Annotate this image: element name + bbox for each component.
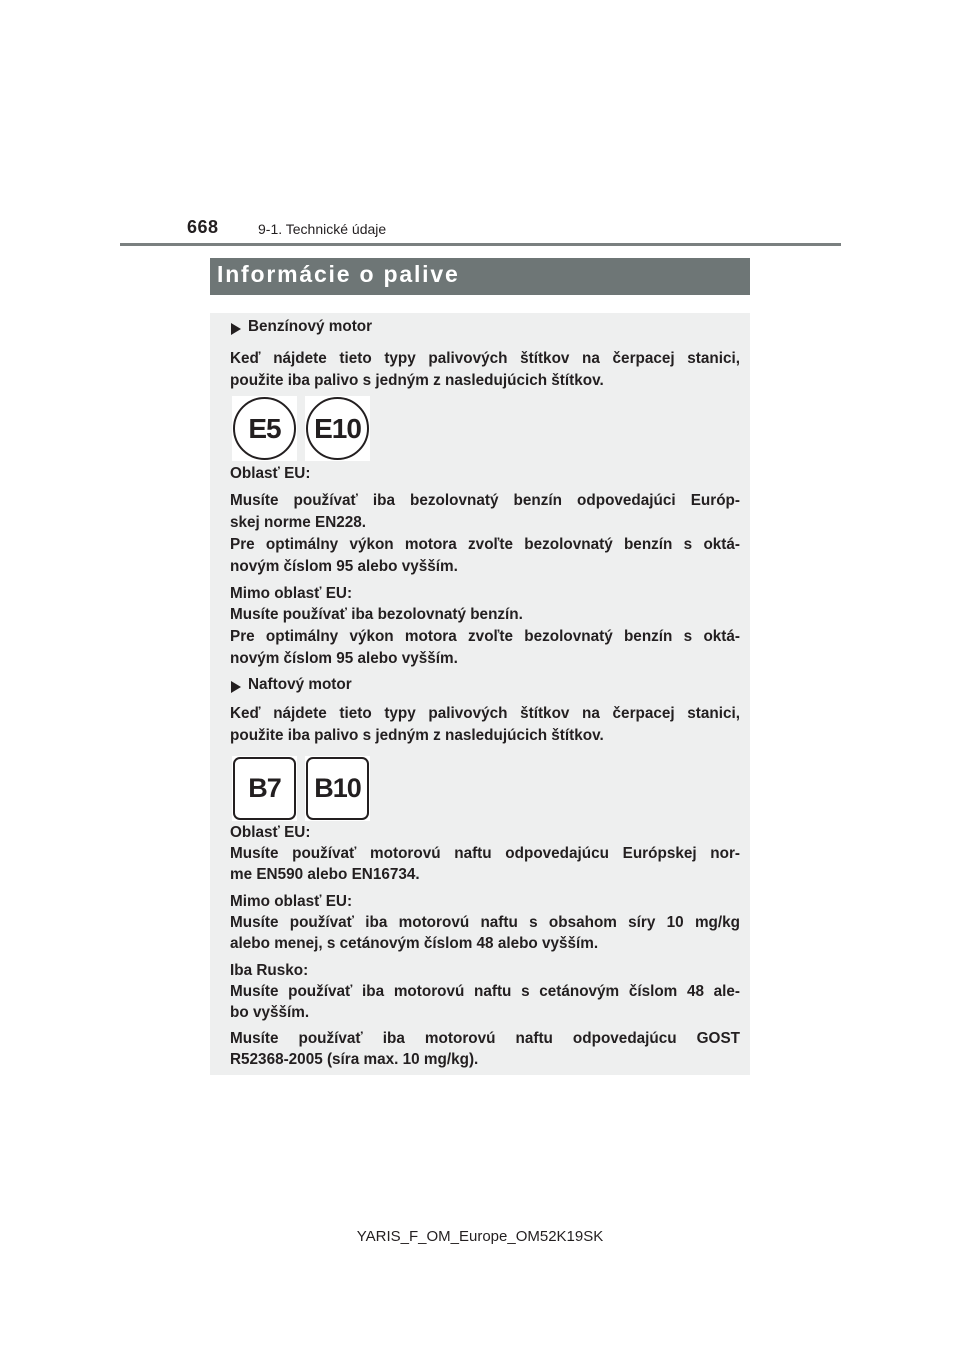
fuel-label-b10-text: B10: [306, 757, 369, 820]
fuel-label-e5-text: E5: [233, 397, 296, 460]
gasoline-heading: Benzínový motor: [248, 318, 373, 335]
fuel-label-b7-text: B7: [233, 757, 296, 820]
gasoline-non-eu-line: novým číslom 95 alebo vyšším.: [230, 650, 458, 667]
diesel-eu-title: Oblasť EU:: [230, 824, 311, 841]
diesel-eu-line: Musíte používať motorovú naftu odpovedajúcu Európskej nor-: [230, 845, 740, 862]
diesel-heading: Naftový motor: [248, 676, 352, 693]
fuel-label-b7: [232, 756, 297, 821]
gasoline-eu-title: Oblasť EU:: [230, 465, 311, 482]
section-label: 9-1. Technické údaje: [258, 221, 387, 237]
triangle-right-icon: [230, 680, 242, 694]
fuel-label-b10: [305, 756, 370, 821]
diesel-russia-line: Musíte používať iba motorovú naftu s cetánovým číslom 48 ale-: [230, 983, 740, 1000]
diesel-non-eu-title: Mimo oblasť EU:: [230, 893, 353, 910]
gasoline-intro-line: Keď nájdete tieto typy palivových štítkov na čerpacej stanici,: [230, 350, 740, 367]
diesel-intro-line: Keď nájdete tieto typy palivových štítkov na čerpacej stanici,: [230, 705, 740, 722]
diesel-russia-title: Iba Rusko:: [230, 962, 309, 979]
diesel-gost-line: Musíte používať iba motorovú naftu odpovedajúcu GOST: [230, 1030, 740, 1047]
gasoline-non-eu-title: Mimo oblasť EU:: [230, 585, 353, 602]
gasoline-eu-line: novým číslom 95 alebo vyšším.: [230, 558, 458, 575]
document-code: YARIS_F_OM_Europe_OM52K19SK: [356, 1228, 604, 1245]
fuel-label-e5: [232, 396, 297, 461]
fuel-label-e10-text: E10: [306, 397, 369, 460]
fuel-label-e10: [305, 396, 370, 461]
fuel-info-box: [210, 313, 750, 1075]
section-title-bar: [210, 258, 750, 295]
gasoline-non-eu-line: Musíte používať iba bezolovnatý benzín.: [230, 606, 523, 623]
gasoline-non-eu-line: Pre optimálny výkon motora zvoľte bezolovnatý benzín s oktá-: [230, 628, 740, 645]
gasoline-intro-line: použite iba palivo s jedným z nasledujúcich štítkov.: [230, 372, 604, 389]
gasoline-eu-line: Pre optimálny výkon motora zvoľte bezolovnatý benzín s oktá-: [230, 536, 740, 553]
section-title: Informácie o palive: [217, 261, 460, 287]
page-number: 668: [187, 217, 219, 237]
gasoline-eu-line: Musíte používať iba bezolovnatý benzín odpovedajúci Európ-: [230, 492, 740, 509]
gasoline-eu-line: skej norme EN228.: [230, 514, 367, 531]
diesel-eu-line: me EN590 alebo EN16734.: [230, 866, 420, 883]
triangle-right-icon: [230, 322, 242, 336]
diesel-non-eu-line: Musíte používať iba motorovú naftu s obsahom síry 10 mg/kg: [230, 914, 740, 931]
diesel-russia-line: bo vyšším.: [230, 1004, 310, 1021]
diesel-non-eu-line: alebo menej, s cetánovým číslom 48 alebo vyšším.: [230, 935, 599, 952]
diesel-intro-line: použite iba palivo s jedným z nasledujúcich štítkov.: [230, 727, 604, 744]
header-divider: [120, 243, 841, 246]
diesel-gost-line: R52368-2005 (síra max. 10 mg/kg).: [230, 1051, 479, 1068]
